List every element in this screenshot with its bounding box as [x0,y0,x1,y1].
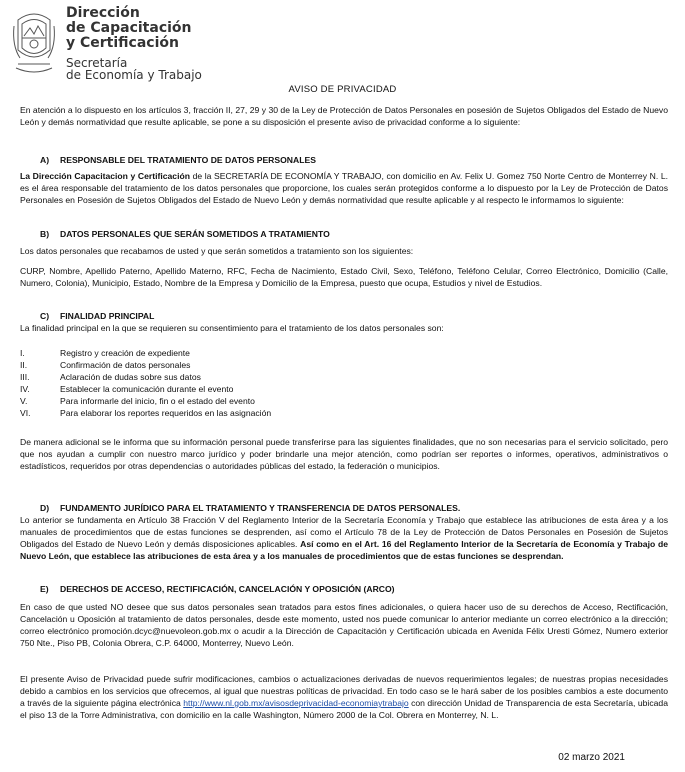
list-item: V. Para informarle del inicio, fin o el estado del evento [20,396,255,406]
list-item: III. Aclaración de dudas sobre sus datos [20,372,201,382]
intro-paragraph: En atención a lo dispuesto en los artículos 3, fracción II, 27, 29 y 30 de la Ley de Protección de Datos Personales en posesión de Sujetos Obligados del Estado de Nuevo León y demás normatividad que resulte aplicable, se pone a su disposición el presente aviso de privacidad conforme a lo siguiente: [20,105,668,127]
list-item: II. Confirmación de datos personales [20,360,191,370]
section-d-title: FUNDAMENTO JURÍDICO PARA EL TRATAMIENTO Y TRANSFERENCIA DE DATOS PERSONALES. [60,503,461,513]
list-item: VI. Para elaborar los reportes requeridos en las asignación [20,408,272,418]
list-item: IV. Establecer la comunicación durante el evento [20,384,234,394]
org-line-3: y Certificación [66,35,179,51]
header [10,5,310,82]
section-d-text: Lo anterior se fundamenta en Artículo 38 Fracción V del Reglamento Interior de la Secretaría Economía y Trabajo que establece las atribuciones de esta área y a los manuales de procedimientos que de estas funciones se desprenden, así como el Artículo 78 de la Ley de Protección de Datos Personales en Posesión de Sujetos Obligados del Estado de Nuevo León y demás disposiciones aplicables. [20,515,668,549]
section-a-text: de la SECRETARÍA DE ECONOMÍA Y TRABAJO, con domicilio en Av. Felix U. Gomez 750 Norte Centro de Monterrey N. L. es el área responsable del tratamiento de los datos personales que proporcione, los cuales serán protegidos conforme a lo dispuesto por la Ley de Protección de Datos Personales en Posesión de Sujetos Obligados del Estado de Nuevo León y demás normatividad que resulte aplicable y al respecto le informamos lo siguiente: [20,171,668,205]
section-b-heading [40,228,330,240]
section-a-body [20,170,668,206]
secretariat-line-2: de Economía y Trabajo [66,68,202,82]
section-b-letter: B) [40,229,50,239]
document-date: 02 marzo 2021 [558,752,625,763]
section-c-title: FINALIDAD PRINCIPAL [60,311,155,321]
final-paragraph [20,673,668,721]
state-seal-logo [10,6,58,78]
section-a-heading [40,154,316,166]
final-text-after-link: con dirección Unidad de Transparencia de esta Secretaría, ubicada el piso 13 de la Torre Administrativa, con domicilio en la calle Washington, Número 2000 de la Col. Obrera en Monterrey, N. L. [20,698,668,720]
section-e-heading [40,583,395,595]
secretariat-line-1: Secretaría [66,56,128,70]
header-text [66,6,202,81]
document-title: AVISO DE PRIVACIDAD [288,84,397,95]
org-line-2: de Capacitación [66,20,192,36]
section-b-intro: Los datos personales que recabamos de usted y que serán sometidos a tratamiento son los siguientes: [20,246,414,256]
section-e-letter: E) [40,584,49,594]
privacy-notices-link[interactable]: http://www.nl.gob.mx/avisosdeprivacidad-economiaytrabajo [183,698,409,708]
section-b-data-list: CURP, Nombre, Apellido Paterno, Apellido Materno, RFC, Fecha de Nacimiento, Estado Civil, Sexo, Teléfono, Teléfono Celular, Correo Electrónico, Domicilio (Calle, Numero, Colonia), Municipio, Estado, Nombre de la Empresa y Domicilio de la Empresa, puesto que ocupa, Estudios y nivel de Estudios. [20,266,668,288]
section-c-intro: La finalidad principal en la que se requieren su consentimiento para el tratamiento de los datos personales son: [20,323,444,333]
section-d-bold-tail: Así como en el Art. 16 del Reglamento Interior de la Secretaría de Economía y Trabajo de Nuevo León, que establece las atribuciones de esta área y a los manuales de procedimientos que de estas funciones se desprendan. [20,539,668,561]
section-d-heading [40,502,460,514]
section-c-letter: C) [40,311,50,321]
section-a-letter: A) [40,155,50,165]
section-e-title: DERECHOS DE ACCESO, RECTIFICACIÓN, CANCELACIÓN Y OPOSICIÓN (ARCO) [60,584,395,594]
list-item: I. Registro y creación de expediente [20,348,190,358]
section-a-title: RESPONSABLE DEL TRATAMIENTO DE DATOS PERSONALES [60,155,316,165]
org-line-1: Dirección [66,5,140,21]
section-d-letter: D) [40,503,50,513]
purposes-list [20,347,620,419]
final-text-before-link: El presente Aviso de Privacidad puede sufrir modificaciones, cambios o actualizaciones derivadas de nuevos requerimientos legales; de nuestras propias necesidades debido a cambios en los servicios que ofrecemos, al igual que nuestras políticas de privacidad. En todo caso se le hará saber de los posibles cambios a este documento a través de la siguiente página electrónica [20,674,668,708]
section-b-title: DATOS PERSONALES QUE SERÁN SOMETIDOS A TRATAMIENTO [60,229,330,239]
section-c-additional: De manera adicional se le informa que su información personal puede transferirse para las siguientes finalidades, que no son necesarias para el servicio solicitado, pero que nos ayudan a cumplir con nuestro marco jurídico y poder brindarle una mejor atención, como podrían ser reportes o informes, operativos, administrativos o estadísticos, requeridos por otras dependencias o autoridades públicas del estado, la federación o municipios. [20,437,668,471]
section-d-body [20,514,668,562]
section-e-body: En caso de que usted NO desee que sus datos personales sean tratados para estos fines adicionales, o quiera hacer uso de su derechos de Acceso, Rectificación, Cancelación u Oposición al tratamiento de datos personales, desde este momento, usted nos puede comunicar lo anterior mediante un correo electrónico a la dirección; correo electrónico promoción.dcyc@nuevoleon.gob.mx o acudir a la Dirección de Capacitación y Certificación ubicada en Avenida Félix Uresti Gómez, Numero exterior 750 Nte., Piso PB, Colonia Obrera, C.P. 64000, Monterrey, Nuevo León. [20,602,668,648]
section-c-heading [40,310,154,322]
section-a-bold-lead: La Dirección Capacitacion y Certificación [20,171,190,181]
